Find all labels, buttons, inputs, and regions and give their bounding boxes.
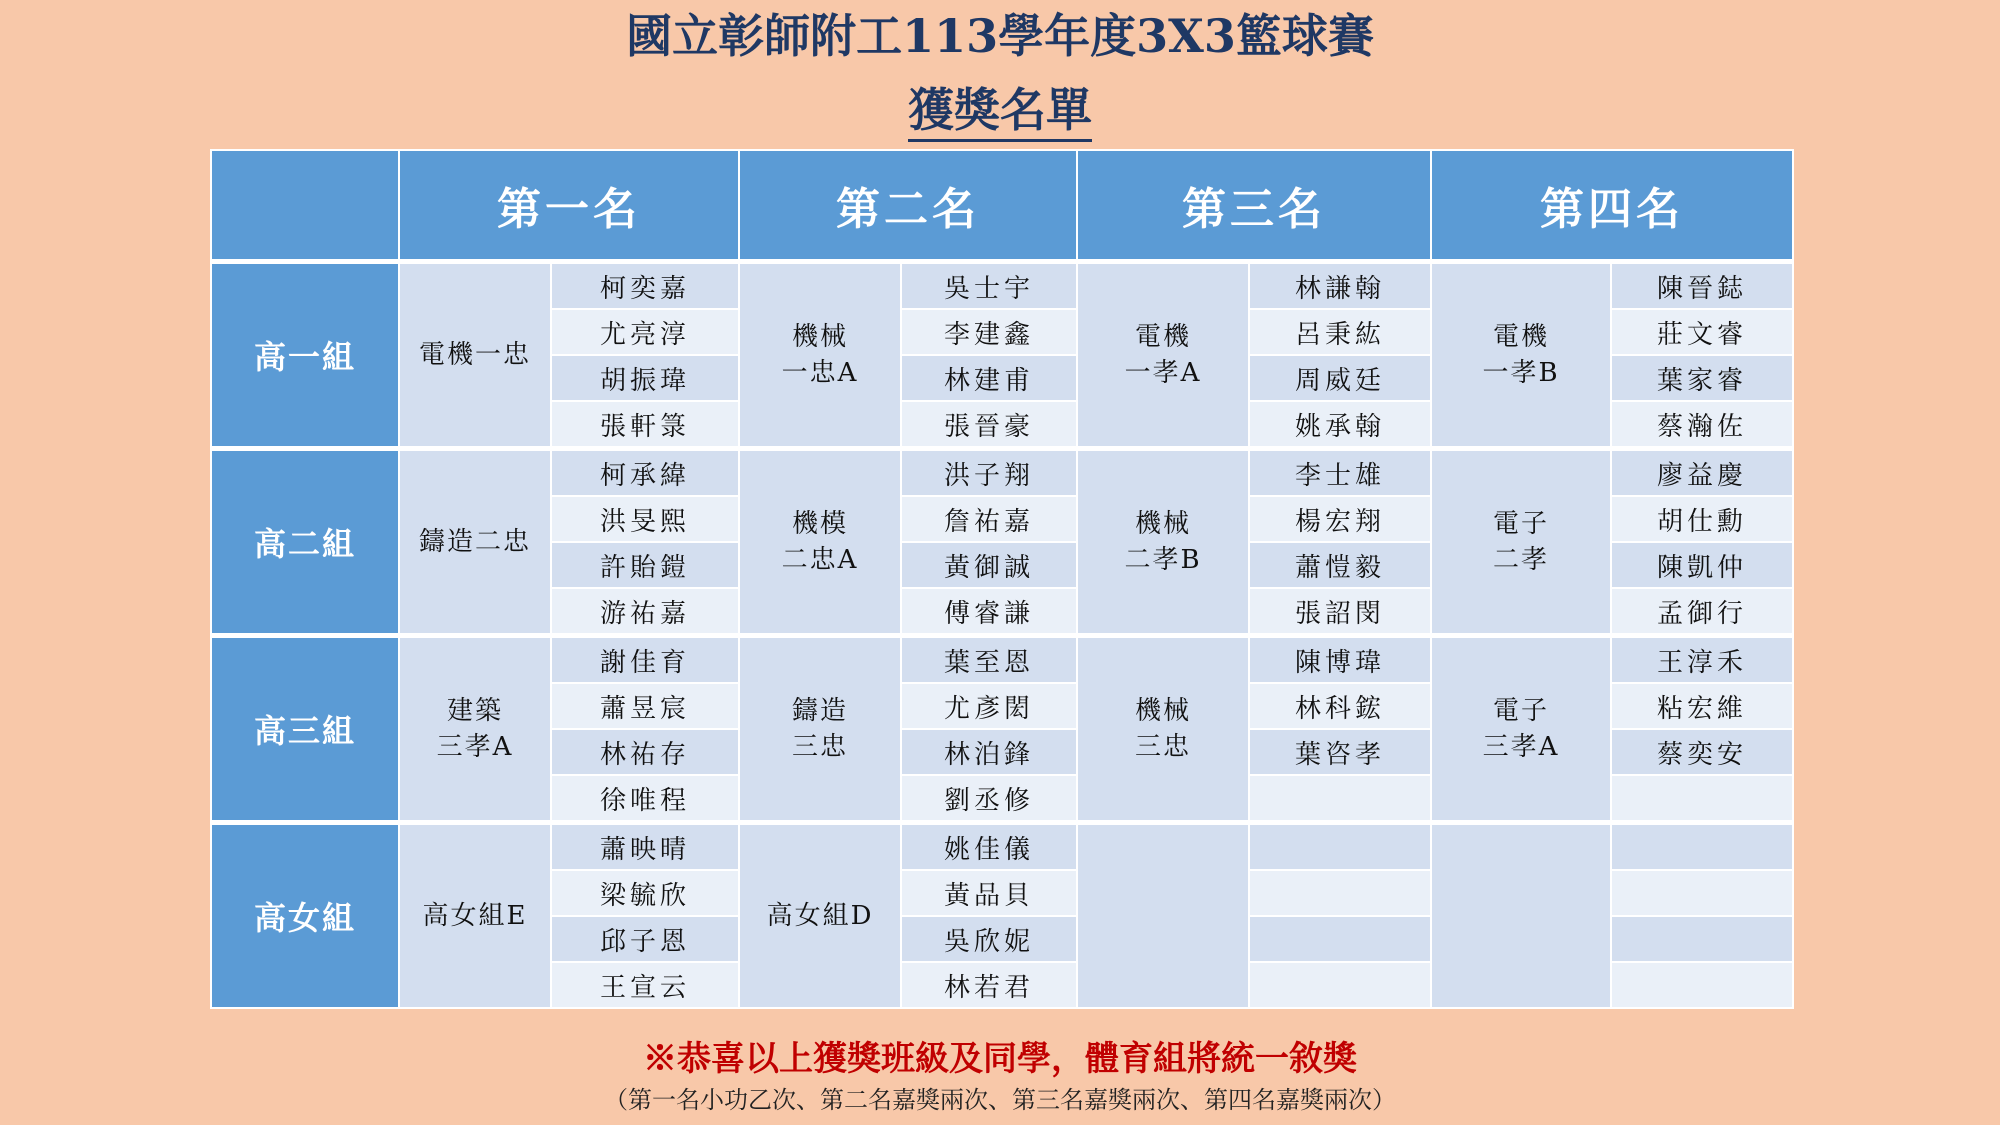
header-row (211, 150, 1793, 262)
member-name: 梁毓欣 (551, 870, 739, 916)
member-name: 吳欣妮 (901, 916, 1077, 962)
class-name-line1: 高女組E (422, 901, 528, 931)
member-name (1249, 823, 1431, 871)
page-title: 國立彰師附工113學年度3X3籃球賽 (626, 9, 1374, 63)
table-row (211, 262, 1793, 310)
member-name: 楊宏翔 (1249, 496, 1431, 542)
header-fourth-place: 第四名 (1431, 150, 1793, 262)
member-name: 莊文睿 (1611, 309, 1793, 355)
member-name: 許貽鎧 (551, 542, 739, 588)
member-name: 陳凱仲 (1611, 542, 1793, 588)
member-name (1249, 916, 1431, 962)
member-name: 游祐嘉 (551, 588, 739, 636)
member-name: 姚佳儀 (901, 823, 1077, 871)
award-body (211, 262, 1793, 1009)
class-name-line1: 電機 (1492, 322, 1549, 352)
member-name: 葉家睿 (1611, 355, 1793, 401)
class-name-line1: 高女組D (766, 901, 874, 931)
class-name-line2: 三忠 (791, 732, 848, 762)
member-name: 柯奕嘉 (551, 262, 739, 310)
member-name: 陳博瑋 (1249, 636, 1431, 684)
member-name: 李士雄 (1249, 449, 1431, 497)
class-cell (1431, 262, 1611, 449)
member-name: 傅睿謙 (901, 588, 1077, 636)
class-name-line2: 三孝A (436, 732, 514, 762)
class-name-line2: 一孝A (1124, 358, 1202, 388)
award-table (210, 149, 1794, 1009)
member-name: 呂秉紘 (1249, 309, 1431, 355)
class-cell (399, 636, 551, 823)
member-name: 劉丞修 (901, 775, 1077, 823)
subtitle-text: 獲獎名單 (908, 83, 1092, 142)
member-name: 尤亮淳 (551, 309, 739, 355)
group-label: 高二組 (211, 449, 399, 636)
reward-detail: （第一名小功乙次、第二名嘉獎兩次、第三名嘉獎兩次、第四名嘉獎兩次） (604, 1086, 1396, 1114)
member-name: 粘宏維 (1611, 683, 1793, 729)
table-row (211, 823, 1793, 871)
member-name (1249, 962, 1431, 1008)
member-name: 尤彥閎 (901, 683, 1077, 729)
member-name: 林若君 (901, 962, 1077, 1008)
member-name (1249, 870, 1431, 916)
member-name: 林祐存 (551, 729, 739, 775)
member-name: 蕭昱宸 (551, 683, 739, 729)
member-name: 胡仕勳 (1611, 496, 1793, 542)
member-name: 李建鑫 (901, 309, 1077, 355)
class-name-line1: 鑄造 (791, 696, 848, 726)
class-name-line1: 建築 (446, 696, 503, 726)
member-name: 姚承翰 (1249, 401, 1431, 449)
class-name-line2: 二忠A (781, 545, 859, 575)
header-second-place: 第二名 (739, 150, 1077, 262)
class-name-line2: 一孝B (1482, 358, 1560, 388)
member-name: 胡振瑋 (551, 355, 739, 401)
class-cell (739, 636, 901, 823)
member-name: 蕭愷毅 (1249, 542, 1431, 588)
member-name: 林建甫 (901, 355, 1077, 401)
member-name: 蔡瀚佐 (1611, 401, 1793, 449)
member-name: 葉咨孝 (1249, 729, 1431, 775)
class-cell (399, 823, 551, 1009)
class-cell (1431, 636, 1611, 823)
class-cell (1077, 823, 1249, 1009)
class-name-line2: 二孝 (1492, 545, 1549, 575)
congrats-note: ※恭喜以上獲獎班級及同學，體育組將統一敘獎 (643, 1039, 1357, 1079)
class-name-line1: 電機 (1134, 322, 1191, 352)
member-name: 詹祐嘉 (901, 496, 1077, 542)
class-cell (399, 262, 551, 449)
member-name: 王宣云 (551, 962, 739, 1008)
class-name-line2: 二孝B (1124, 545, 1202, 575)
class-name-line1: 機械 (791, 322, 848, 352)
class-cell (1431, 823, 1611, 1009)
member-name: 邱子恩 (551, 916, 739, 962)
member-name: 柯承緯 (551, 449, 739, 497)
member-name (1611, 916, 1793, 962)
class-cell (1431, 449, 1611, 636)
member-name (1611, 870, 1793, 916)
table-row (211, 449, 1793, 497)
member-name: 吳士宇 (901, 262, 1077, 310)
member-name: 謝佳育 (551, 636, 739, 684)
member-name: 徐唯程 (551, 775, 739, 823)
group-label: 高三組 (211, 636, 399, 823)
member-name (1611, 962, 1793, 1008)
member-name: 張晉豪 (901, 401, 1077, 449)
class-cell (739, 449, 901, 636)
member-name: 林謙翰 (1249, 262, 1431, 310)
class-name-line2: 三孝A (1482, 732, 1560, 762)
class-name-line1: 機模 (791, 509, 848, 539)
class-name-line1: 鑄造二忠 (418, 527, 531, 557)
class-cell (739, 823, 901, 1009)
member-name: 蔡奕安 (1611, 729, 1793, 775)
class-name-line1: 電子 (1492, 696, 1549, 726)
member-name (1249, 775, 1431, 823)
class-name-line2: 一忠A (781, 358, 859, 388)
member-name: 葉至恩 (901, 636, 1077, 684)
member-name: 王淳禾 (1611, 636, 1793, 684)
member-name: 張詔閔 (1249, 588, 1431, 636)
group-label: 高一組 (211, 262, 399, 449)
class-cell (1077, 262, 1249, 449)
member-name (1611, 775, 1793, 823)
member-name: 洪旻熙 (551, 496, 739, 542)
member-name: 孟御行 (1611, 588, 1793, 636)
member-name: 張軒箓 (551, 401, 739, 449)
group-label: 高女組 (211, 823, 399, 1009)
member-name: 林泊鋒 (901, 729, 1077, 775)
member-name: 廖益慶 (1611, 449, 1793, 497)
class-name-line1: 機械 (1134, 509, 1191, 539)
class-name-line1: 電子 (1492, 509, 1549, 539)
header-first-place: 第一名 (399, 150, 739, 262)
class-name-line1: 機械 (1134, 696, 1191, 726)
member-name: 黃御誠 (901, 542, 1077, 588)
member-name: 黃品貝 (901, 870, 1077, 916)
member-name (1611, 823, 1793, 871)
class-cell (739, 262, 901, 449)
member-name: 陳晉鋕 (1611, 262, 1793, 310)
member-name: 林科鋐 (1249, 683, 1431, 729)
member-name: 周威廷 (1249, 355, 1431, 401)
class-cell (399, 449, 551, 636)
class-name-line2: 三忠 (1134, 732, 1191, 762)
class-name-line1: 電機一忠 (418, 340, 531, 370)
class-cell (1077, 636, 1249, 823)
table-row (211, 636, 1793, 684)
class-cell (1077, 449, 1249, 636)
member-name: 蕭映晴 (551, 823, 739, 871)
page-subtitle (0, 80, 2000, 140)
header-corner (211, 150, 399, 262)
header-third-place: 第三名 (1077, 150, 1431, 262)
member-name: 洪子翔 (901, 449, 1077, 497)
